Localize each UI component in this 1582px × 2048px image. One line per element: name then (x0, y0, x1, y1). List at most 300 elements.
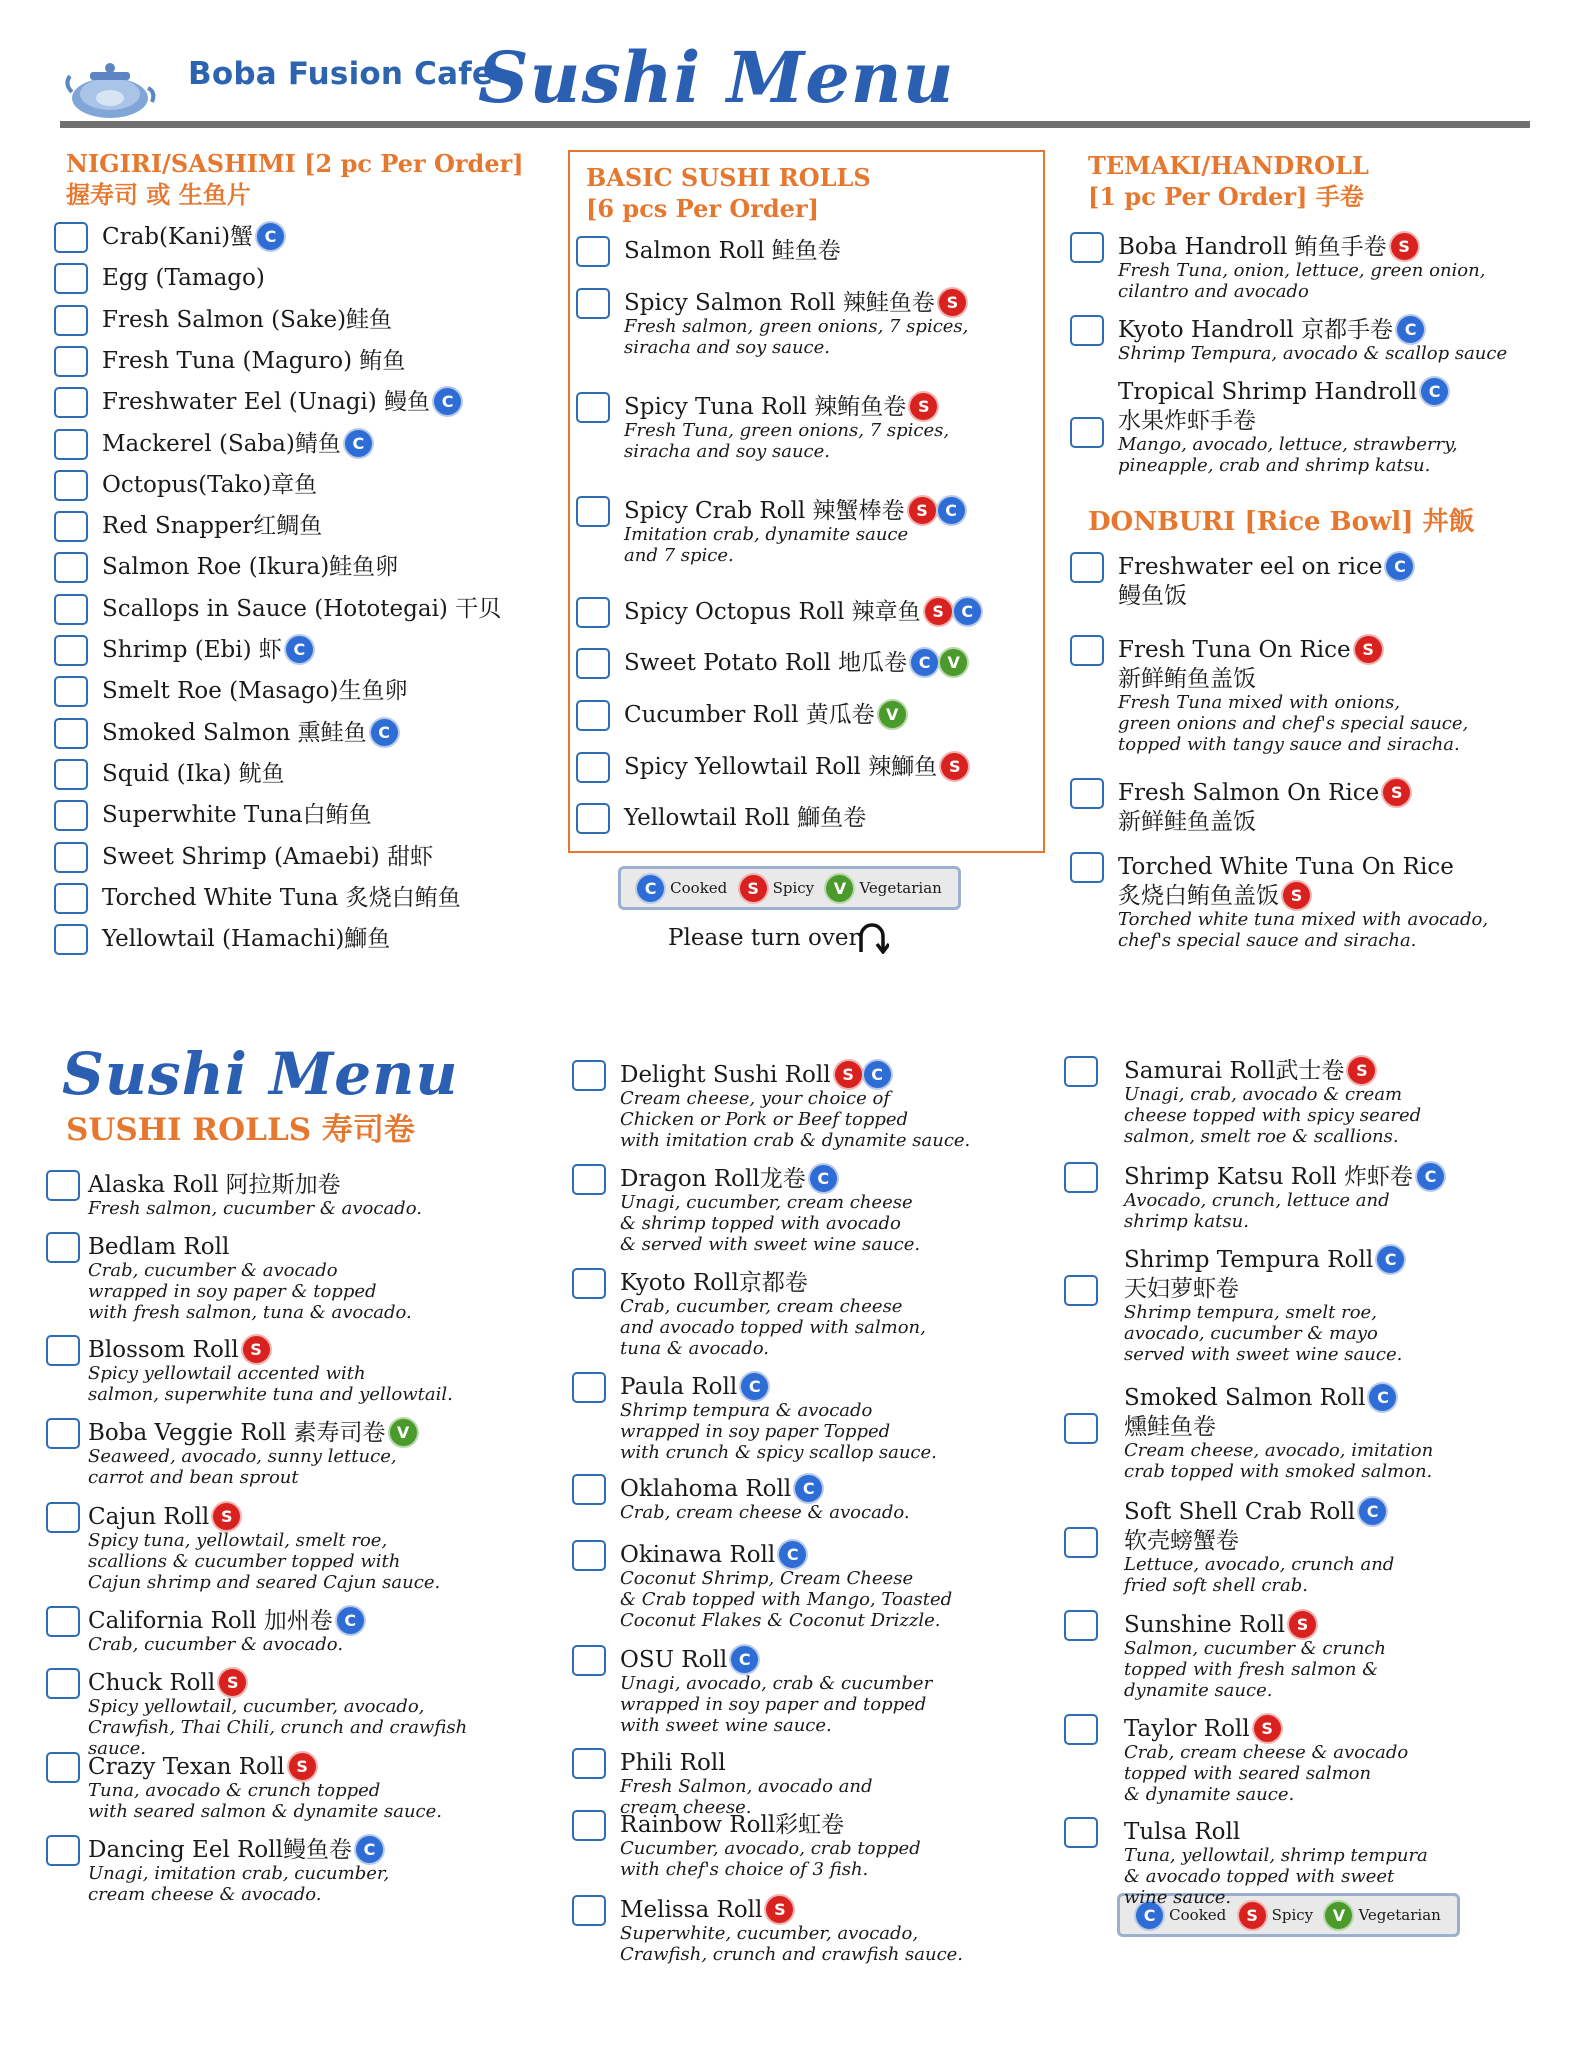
item-name (624, 701, 908, 730)
order-checkbox[interactable] (572, 1748, 606, 1779)
diet-badges (243, 1337, 272, 1366)
item-name-chinese: 水果炸虾手卷 (1118, 408, 1256, 434)
vegetarian-icon: V (940, 649, 967, 676)
item-description: topped with fresh salmon & (1124, 1659, 1379, 1680)
item-name (1118, 779, 1412, 808)
item-description: siracha and soy sauce. (624, 441, 831, 462)
item-description: Fresh salmon, green onions, 7 spices, (624, 316, 969, 337)
item-name (102, 471, 317, 499)
item-name-chinese: 鳗鱼饭 (1118, 583, 1187, 609)
order-checkbox[interactable] (572, 1645, 606, 1676)
diet-badges (795, 1476, 824, 1505)
item-name (620, 1061, 893, 1090)
item-description: scallions & cucumber topped with (88, 1551, 401, 1572)
temaki-section-title (1088, 150, 1369, 212)
order-checkbox[interactable] (54, 924, 88, 955)
diet-badges (741, 1374, 770, 1403)
order-checkbox[interactable] (572, 1474, 606, 1505)
diet-badges (731, 1647, 760, 1676)
nigiri-section-title (66, 148, 524, 210)
item-description: and 7 spice. (624, 545, 734, 566)
item-name (620, 1165, 839, 1194)
order-checkbox[interactable] (46, 1170, 80, 1201)
item-name (102, 512, 322, 540)
cooked-icon: C (1386, 553, 1413, 580)
item-name (624, 598, 983, 627)
order-checkbox[interactable] (1070, 852, 1104, 883)
item-name-text: Egg (Tamago) (102, 265, 265, 292)
cooked-icon: C (637, 875, 664, 902)
item-name-text: Boba Veggie Roll 素寿司卷 (88, 1420, 386, 1446)
item-name (88, 1233, 229, 1261)
item-description: with imitation crab & dynamite sauce. (620, 1130, 971, 1151)
order-checkbox[interactable] (576, 597, 610, 628)
item-name (102, 347, 405, 375)
diet-badges (939, 290, 968, 319)
order-checkbox[interactable] (1070, 635, 1104, 666)
item-name-chinese: 天妇萝虾卷 (1124, 1276, 1239, 1302)
item-description: & Crab topped with Mango, Toasted (620, 1589, 953, 1610)
item-name (102, 388, 463, 417)
order-checkbox[interactable] (572, 1540, 606, 1571)
item-description: Shrimp Tempura, avocado & scallop sauce (1118, 343, 1508, 364)
item-name (620, 1749, 726, 1777)
item-name-text: Crazy Texan Roll (88, 1754, 285, 1780)
item-name (102, 636, 315, 665)
item-name-text: California Roll 加州卷 (88, 1608, 333, 1634)
item-name-text: Alaska Roll 阿拉斯加卷 (88, 1172, 341, 1198)
item-name (102, 306, 392, 334)
cooked-icon: C (371, 719, 398, 746)
cooked-icon: C (345, 430, 372, 457)
item-name-text: Yellowtail (Hamachi)鰤鱼 (102, 926, 391, 953)
order-checkbox[interactable] (54, 718, 88, 749)
legend-top (618, 866, 961, 910)
item-description: Fresh Tuna, green onions, 7 spices, (624, 420, 950, 441)
item-name (88, 1669, 248, 1698)
order-checkbox[interactable] (1064, 1527, 1098, 1558)
cooked-icon: C (286, 636, 313, 663)
item-name-text: Mackerel (Saba)鲭鱼 (102, 430, 341, 457)
cooked-icon: C (1136, 1902, 1163, 1929)
diet-badges (219, 1670, 248, 1699)
order-checkbox[interactable] (54, 883, 88, 914)
item-description: Fresh Tuna mixed with onions, (1118, 692, 1401, 713)
item-name-text: Torched White Tuna 炙烧白鲔鱼 (102, 884, 461, 911)
item-description: with seared salmon & dynamite sauce. (88, 1801, 442, 1822)
item-description: Tuna, avocado & crunch topped (88, 1780, 381, 1801)
item-description: Torched white tuna mixed with avocado, (1118, 909, 1489, 930)
diet-badges (390, 1420, 419, 1449)
item-name (1124, 1057, 1377, 1086)
item-name (620, 1896, 795, 1925)
item-description: cheese topped with spicy seared (1124, 1105, 1422, 1126)
item-name-text: Taylor Roll (1124, 1716, 1250, 1742)
item-description: Fresh Tuna, onion, lettuce, green onion, (1118, 260, 1486, 281)
item-name-text: Oklahoma Roll (620, 1476, 792, 1502)
order-checkbox[interactable] (54, 470, 88, 501)
order-checkbox[interactable] (54, 594, 88, 625)
diet-badges (345, 430, 374, 459)
diet-badges (911, 650, 969, 679)
item-name-chinese: 新鲜鲑鱼盖饭 (1118, 809, 1256, 835)
item-description: sauce. (88, 1738, 147, 1759)
spicy-icon: S (939, 289, 966, 316)
item-name (102, 595, 501, 623)
item-description: cilantro and avocado (1118, 281, 1309, 302)
item-name-text: Kyoto Roll京都卷 (620, 1270, 808, 1296)
item-name-chinese: 炙烧白鲔鱼盖饭 S (1118, 882, 1312, 911)
item-description: Superwhite, cucumber, avocado, (620, 1923, 919, 1944)
order-checkbox[interactable] (1070, 232, 1104, 263)
legend-vegetarian-label: Vegetarian (1358, 1906, 1441, 1924)
item-name (102, 264, 265, 292)
diet-badges (1254, 1716, 1283, 1745)
diet-badges (1383, 780, 1412, 809)
order-checkbox[interactable] (572, 1060, 606, 1091)
item-name-text: Dragon Roll龙卷 (620, 1166, 806, 1192)
cooked-icon: C (1369, 1384, 1396, 1411)
item-description: Crab, cucumber, cream cheese (620, 1296, 903, 1317)
item-description: salmon, superwhite tuna and yellowtail. (88, 1384, 453, 1405)
item-name-text: Shrimp Tempura Roll (1124, 1247, 1374, 1273)
diet-badges (1386, 554, 1415, 583)
diet-badges (1283, 883, 1312, 912)
cooked-icon: C (337, 1607, 364, 1634)
spicy-icon: S (941, 753, 968, 780)
diet-badges (835, 1062, 893, 1091)
diet-badges (779, 1542, 808, 1571)
order-checkbox[interactable] (576, 392, 610, 423)
order-checkbox[interactable] (54, 429, 88, 460)
item-description: Spicy yellowtail, cucumber, avocado, (88, 1696, 425, 1717)
order-checkbox[interactable] (46, 1606, 80, 1637)
item-description: Crab, cucumber & avocado. (88, 1634, 344, 1655)
order-checkbox[interactable] (576, 648, 610, 679)
item-name (620, 1646, 760, 1675)
spicy-icon: S (925, 598, 952, 625)
cooked-icon: C (954, 598, 981, 625)
item-description: & avocado topped with sweet (1124, 1866, 1395, 1887)
spicy-icon: S (1355, 636, 1382, 663)
item-name (1124, 1611, 1318, 1640)
item-name-text: Tulsa Roll (1124, 1819, 1241, 1845)
order-checkbox[interactable] (576, 700, 610, 731)
item-name (88, 1836, 385, 1865)
spicy-icon: S (1239, 1902, 1266, 1929)
order-checkbox[interactable] (572, 1164, 606, 1195)
spicy-icon: S (213, 1503, 240, 1530)
cooked-icon: C (731, 1646, 758, 1673)
order-checkbox[interactable] (54, 759, 88, 790)
item-name-text: Sweet Potato Roll 地瓜卷 (624, 650, 908, 676)
diet-badges (1421, 379, 1450, 408)
item-name (88, 1503, 242, 1532)
item-name-text: Yellowtail Roll 鰤鱼卷 (624, 805, 867, 831)
order-checkbox[interactable] (572, 1895, 606, 1926)
item-name-text: Spicy Octopus Roll 辣章鱼 (624, 599, 921, 625)
item-description: salmon, smelt roe & scallions. (1124, 1126, 1399, 1147)
diet-badges (434, 389, 463, 418)
spicy-icon: S (1289, 1611, 1316, 1638)
order-checkbox[interactable] (1064, 1714, 1098, 1745)
item-name-text: Shrimp Katsu Roll 炸虾卷 (1124, 1164, 1414, 1190)
item-description: shrimp katsu. (1124, 1211, 1249, 1232)
order-checkbox[interactable] (46, 1502, 80, 1533)
item-description: crab topped with smoked salmon. (1124, 1461, 1433, 1482)
item-description: wrapped in soy paper and topped (620, 1694, 927, 1715)
diet-badges (286, 637, 315, 666)
item-name-text: Paula Roll (620, 1374, 738, 1400)
item-description: Crab, cream cheese & avocado (1124, 1742, 1409, 1763)
item-name (624, 237, 841, 265)
legend-vegetarian (1325, 1902, 1440, 1929)
spicy-icon: S (835, 1061, 862, 1088)
item-name-text: Superwhite Tuna白鲔鱼 (102, 802, 372, 829)
item-name-text: Blossom Roll (88, 1337, 239, 1363)
item-description: topped with tangy sauce and siracha. (1118, 734, 1460, 755)
item-description: Shrimp tempura, smelt roe, (1124, 1302, 1377, 1323)
item-name-text: Sweet Shrimp (Amaebi) 甜虾 (102, 843, 434, 870)
item-name-text: Samurai Roll武士卷 (1124, 1058, 1345, 1084)
item-name (88, 1753, 318, 1782)
order-checkbox[interactable] (1070, 315, 1104, 346)
item-description: Unagi, cucumber, cream cheese (620, 1192, 913, 1213)
order-checkbox[interactable] (1064, 1610, 1098, 1641)
cooked-icon: C (1377, 1246, 1404, 1273)
cooked-icon: C (779, 1541, 806, 1568)
item-name (624, 753, 970, 782)
order-checkbox[interactable] (54, 346, 88, 377)
item-name-text: Spicy Yellowtail Roll 辣鰤鱼 (624, 754, 938, 780)
order-checkbox[interactable] (572, 1810, 606, 1841)
item-name (102, 719, 400, 748)
item-name (102, 925, 390, 953)
item-name-text: Melissa Roll (620, 1897, 763, 1923)
item-description: Crab, cucumber & avocado (88, 1260, 338, 1281)
order-checkbox[interactable] (1070, 552, 1104, 583)
item-name (88, 1336, 272, 1365)
spicy-icon: S (1383, 779, 1410, 806)
item-name (1124, 1246, 1406, 1275)
order-checkbox[interactable] (1070, 417, 1104, 448)
cooked-icon: C (1359, 1498, 1386, 1525)
turn-over-arrow-icon (855, 920, 889, 954)
order-checkbox[interactable] (46, 1668, 80, 1699)
item-name-text: Boba Handroll 鲔鱼手卷 (1118, 234, 1387, 260)
order-checkbox[interactable] (54, 635, 88, 666)
item-name-text: Delight Sushi Roll (620, 1062, 831, 1088)
item-name-text: Octopus(Tako)章鱼 (102, 471, 318, 498)
item-description: Imitation crab, dynamite sauce (624, 524, 909, 545)
diet-badges (1355, 637, 1384, 666)
item-name-chinese: 燻鲑鱼卷 (1124, 1414, 1216, 1440)
item-description: Crab, cream cheese & avocado. (620, 1502, 910, 1523)
item-name-text: Cajun Roll (88, 1504, 210, 1530)
diet-badges (1289, 1612, 1318, 1641)
diet-badges (1397, 317, 1426, 346)
legend-spicy (1239, 1902, 1314, 1929)
order-checkbox[interactable] (576, 236, 610, 267)
item-name-text: Fresh Tuna On Rice (1118, 637, 1351, 663)
order-checkbox[interactable] (1064, 1817, 1098, 1848)
item-name (624, 649, 969, 678)
item-name (1124, 1818, 1240, 1846)
item-name-text: Freshwater Eel (Unagi) 鳗鱼 (102, 389, 431, 416)
order-checkbox[interactable] (54, 305, 88, 336)
order-checkbox[interactable] (576, 752, 610, 783)
order-checkbox[interactable] (572, 1372, 606, 1403)
order-checkbox[interactable] (46, 1752, 80, 1783)
item-name-text: Salmon Roll 鲑鱼卷 (624, 238, 841, 264)
item-name (620, 1811, 844, 1839)
item-name-text: Fresh Tuna (Maguro) 鲔鱼 (102, 347, 406, 374)
spicy-icon: S (1254, 1715, 1281, 1742)
item-name-text: Torched White Tuna On Rice (1118, 854, 1454, 880)
order-checkbox[interactable] (1064, 1413, 1098, 1444)
cooked-icon: C (810, 1165, 837, 1192)
item-name (624, 393, 939, 422)
order-checkbox[interactable] (576, 803, 610, 834)
vegetarian-icon: V (826, 875, 853, 902)
cooked-icon: C (1421, 378, 1448, 405)
order-checkbox[interactable] (54, 387, 88, 418)
order-checkbox[interactable] (54, 511, 88, 542)
item-name-text: Bedlam Roll (88, 1234, 230, 1260)
item-name (620, 1269, 808, 1297)
spicy-icon: S (1391, 233, 1418, 260)
item-name-text: Tropical Shrimp Handroll (1118, 379, 1418, 405)
item-description: cream cheese. (620, 1797, 752, 1818)
item-description: fried soft shell crab. (1124, 1575, 1308, 1596)
brand-name: Boba Fusion Cafe (188, 56, 494, 92)
item-name-chinese: 软壳螃蟹卷 (1124, 1528, 1239, 1554)
temaki-title-line1: TEMAKI/HANDROLL (1088, 151, 1369, 180)
spicy-icon: S (740, 875, 767, 902)
cooked-icon: C (911, 649, 938, 676)
diet-badges (810, 1166, 839, 1195)
item-name (88, 1607, 366, 1636)
legend-vegetarian-label: Vegetarian (859, 879, 942, 897)
diet-badges (1369, 1385, 1398, 1414)
diet-badges (910, 394, 939, 423)
item-name (102, 884, 461, 912)
order-checkbox[interactable] (54, 676, 88, 707)
order-checkbox[interactable] (46, 1232, 80, 1263)
item-name (620, 1373, 770, 1402)
cooked-icon: C (356, 1836, 383, 1863)
item-name-text: Salmon Roe (Ikura)鲑鱼卵 (102, 554, 399, 581)
item-name (1124, 1163, 1446, 1192)
legend-spicy-label: Spicy (1271, 1906, 1314, 1924)
order-checkbox[interactable] (572, 1268, 606, 1299)
item-name (1124, 1715, 1283, 1744)
item-name (88, 1419, 419, 1448)
temaki-title-line2: [1 pc Per Order] 手卷 (1088, 182, 1364, 211)
order-checkbox[interactable] (54, 263, 88, 294)
order-checkbox[interactable] (576, 288, 610, 319)
item-name (102, 801, 372, 829)
item-name-text: Smelt Roe (Masago)生鱼卵 (102, 678, 408, 705)
item-name (624, 497, 967, 526)
item-name-text: Spicy Tuna Roll 辣鲔鱼卷 (624, 394, 907, 420)
item-description: dynamite sauce. (1124, 1680, 1273, 1701)
spicy-icon: S (219, 1669, 246, 1696)
item-description: Spicy yellowtail accented with (88, 1363, 366, 1384)
legend-spicy-label: Spicy (772, 879, 815, 897)
order-checkbox[interactable] (46, 1335, 80, 1366)
item-name-text: Kyoto Handroll 京都手卷 (1118, 317, 1394, 343)
order-checkbox[interactable] (54, 800, 88, 831)
diet-badges (289, 1754, 318, 1783)
diet-badges (1377, 1247, 1406, 1276)
item-description: Seaweed, avocado, sunny lettuce, (88, 1446, 397, 1467)
item-name-text: Smoked Salmon Roll (1124, 1385, 1366, 1411)
legend-spicy (740, 875, 815, 902)
item-name-text: Red Snapper红鲷鱼 (102, 513, 323, 540)
item-description: Cajun shrimp and seared Cajun sauce. (88, 1572, 441, 1593)
spicy-icon: S (766, 1896, 793, 1923)
legend-cooked-label: Cooked (670, 879, 728, 897)
item-name (102, 223, 286, 252)
item-description: carrot and bean sprout (88, 1467, 299, 1488)
item-description: Unagi, avocado, crab & cucumber (620, 1673, 933, 1694)
cooked-icon: C (1417, 1163, 1444, 1190)
diet-badges (257, 224, 286, 253)
order-checkbox[interactable] (1064, 1162, 1098, 1193)
item-name-text: Spicy Salmon Roll 辣鲑鱼卷 (624, 290, 935, 316)
item-name-text: Shrimp (Ebi) 虾 (102, 637, 282, 663)
item-description: Mango, avocado, lettuce, strawberry, (1118, 434, 1458, 455)
item-name (624, 289, 968, 318)
donburi-section-title: DONBURI [Rice Bowl] 丼飯 (1088, 507, 1475, 537)
item-description: Salmon, cucumber & crunch (1124, 1638, 1386, 1659)
order-checkbox[interactable] (54, 552, 88, 583)
legend-vegetarian (826, 875, 941, 902)
item-name (102, 553, 398, 581)
order-checkbox[interactable] (1064, 1275, 1098, 1306)
item-name-text: Scallops in Sauce (Hototegai) 干贝 (102, 595, 502, 622)
basic-title-line1: BASIC SUSHI ROLLS (586, 163, 871, 192)
item-name-text: Squid (Ika) 鱿鱼 (102, 760, 285, 787)
vegetarian-icon: V (879, 701, 906, 728)
order-checkbox[interactable] (54, 222, 88, 253)
order-checkbox[interactable] (54, 842, 88, 873)
diet-badges (941, 754, 970, 783)
spicy-icon: S (289, 1753, 316, 1780)
item-name (620, 1475, 824, 1504)
item-name (102, 760, 285, 788)
cooked-icon: C (257, 223, 284, 250)
item-name-text: Chuck Roll (88, 1670, 216, 1696)
item-description: topped with seared salmon (1124, 1763, 1372, 1784)
item-description: Fresh Salmon, avocado and (620, 1776, 873, 1797)
diet-badges (356, 1837, 385, 1866)
diet-badges (766, 1897, 795, 1926)
teapot-logo-icon (64, 54, 156, 120)
item-description: Chicken or Pork or Beef topped (620, 1109, 909, 1130)
order-checkbox[interactable] (1070, 778, 1104, 809)
item-name (1118, 378, 1450, 407)
order-checkbox[interactable] (576, 496, 610, 527)
order-checkbox[interactable] (1064, 1056, 1098, 1087)
cooked-icon: C (434, 388, 461, 415)
order-checkbox[interactable] (46, 1835, 80, 1866)
item-name-chinese: 新鲜鲔鱼盖饭 (1118, 666, 1256, 692)
order-checkbox[interactable] (46, 1418, 80, 1449)
diet-badges (909, 498, 967, 527)
page-title: Sushi Menu (478, 36, 955, 119)
